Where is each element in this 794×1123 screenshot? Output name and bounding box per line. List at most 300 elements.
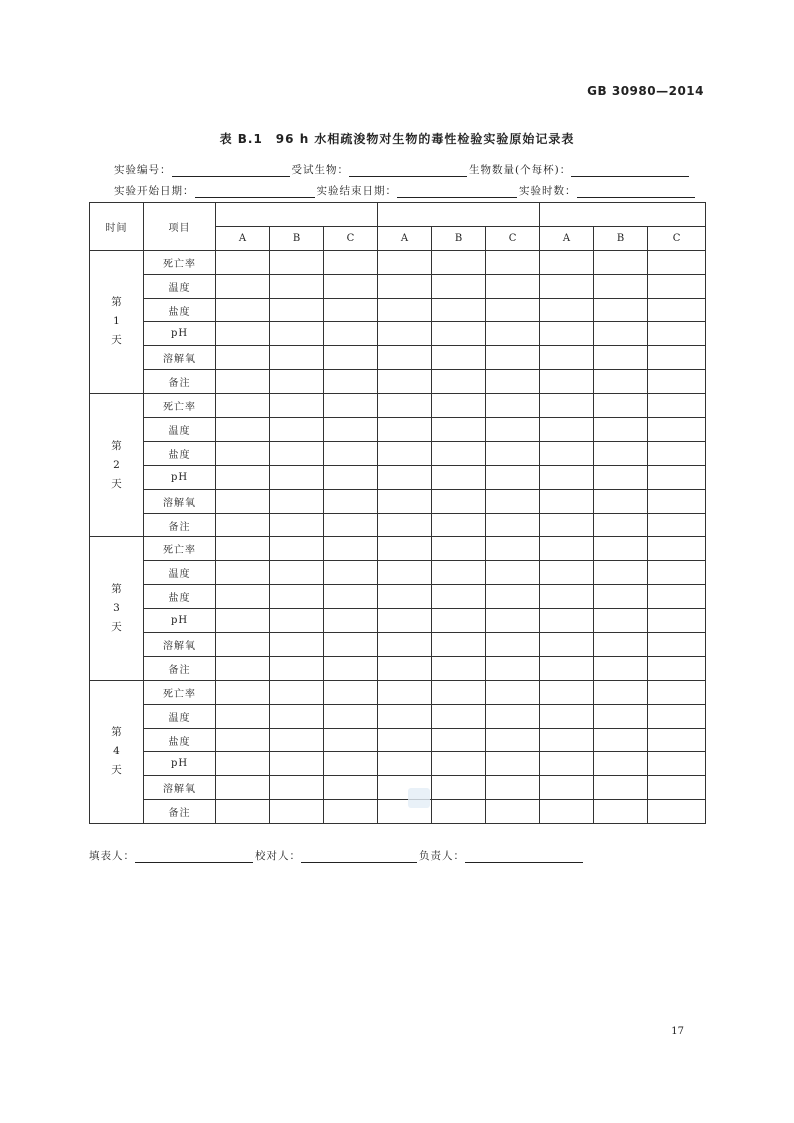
data-entry-cell[interactable] [540,441,594,465]
data-entry-cell[interactable] [594,274,648,298]
day-label-prefix: 第 [111,296,122,309]
data-entry-cell[interactable] [324,513,378,537]
data-entry-cell[interactable] [216,322,270,346]
data-entry-cell[interactable] [540,322,594,346]
data-entry-cell[interactable] [378,250,432,274]
start-date-field[interactable] [195,185,315,198]
data-entry-cell[interactable] [594,465,648,489]
data-entry-cell[interactable] [648,680,706,704]
table-row [90,704,706,728]
data-entry-cell[interactable] [270,680,324,704]
data-entry-cell[interactable] [540,609,594,633]
data-entry-cell[interactable] [648,322,706,346]
day-label-cell [90,680,144,823]
data-entry-cell[interactable] [378,394,432,418]
data-entry-cell[interactable] [270,752,324,776]
day-label-num: 3 [113,602,120,615]
data-entry-cell[interactable] [378,585,432,609]
data-entry-cell[interactable] [432,274,486,298]
data-entry-cell[interactable] [594,322,648,346]
data-entry-cell[interactable] [486,465,540,489]
data-entry-cell[interactable] [594,250,648,274]
data-entry-cell[interactable] [540,298,594,322]
data-entry-cell[interactable] [594,298,648,322]
data-entry-cell[interactable] [378,728,432,752]
data-entry-cell[interactable] [270,609,324,633]
day-label-suffix: 天 [111,477,122,490]
data-entry-cell[interactable] [378,441,432,465]
data-entry-cell[interactable] [432,704,486,728]
data-entry-cell[interactable] [432,322,486,346]
data-entry-cell[interactable] [378,537,432,561]
data-entry-cell[interactable] [540,752,594,776]
data-entry-cell[interactable] [594,346,648,370]
data-entry-cell[interactable] [216,370,270,394]
data-entry-cell[interactable] [324,298,378,322]
data-entry-cell[interactable] [486,274,540,298]
data-entry-cell[interactable] [594,656,648,680]
field-row-1 [114,162,691,177]
data-entry-cell[interactable] [216,656,270,680]
data-entry-cell[interactable] [540,561,594,585]
table-row [90,800,706,824]
data-entry-cell[interactable] [648,394,706,418]
data-entry-cell[interactable] [216,250,270,274]
data-entry-cell[interactable] [378,322,432,346]
data-entry-cell[interactable] [648,561,706,585]
data-entry-cell[interactable] [486,513,540,537]
data-entry-cell[interactable] [486,656,540,680]
data-entry-cell[interactable] [486,728,540,752]
data-entry-cell[interactable] [648,704,706,728]
data-entry-cell[interactable] [432,418,486,442]
data-entry-cell[interactable] [324,585,378,609]
item-label-cell: 死亡率 [144,250,216,274]
day-label-suffix: 天 [111,621,122,634]
data-entry-cell[interactable] [432,250,486,274]
table-row [90,680,706,704]
data-entry-cell[interactable] [648,441,706,465]
checker-label: 校对人： [255,850,301,862]
data-entry-cell[interactable] [216,274,270,298]
data-entry-cell[interactable] [216,704,270,728]
exp-number-field[interactable] [172,164,290,177]
data-entry-cell[interactable] [486,489,540,513]
data-entry-cell[interactable] [594,585,648,609]
data-entry-cell[interactable] [486,298,540,322]
data-entry-cell[interactable] [378,752,432,776]
data-entry-cell[interactable] [270,776,324,800]
data-entry-cell[interactable] [486,441,540,465]
data-entry-cell[interactable] [432,633,486,657]
data-entry-cell[interactable] [324,800,378,824]
data-entry-cell[interactable] [648,656,706,680]
data-entry-cell[interactable] [594,489,648,513]
data-entry-cell[interactable] [594,561,648,585]
data-entry-cell[interactable] [486,609,540,633]
test-organism-label: 受试生物： [291,164,349,176]
sub-column-header: A [540,226,594,250]
data-entry-cell[interactable] [216,346,270,370]
data-entry-cell[interactable] [432,656,486,680]
item-label-cell: 死亡率 [144,394,216,418]
data-entry-cell[interactable] [432,298,486,322]
data-entry-cell[interactable] [540,274,594,298]
data-entry-cell[interactable] [378,370,432,394]
data-entry-cell[interactable] [648,489,706,513]
data-entry-cell[interactable] [648,346,706,370]
item-label-cell: pH [144,752,216,776]
data-entry-cell[interactable] [216,585,270,609]
data-entry-cell[interactable] [540,633,594,657]
table-row [90,250,706,274]
data-entry-cell[interactable] [216,728,270,752]
data-entry-cell[interactable] [648,776,706,800]
data-entry-cell[interactable] [648,633,706,657]
data-entry-cell[interactable] [540,800,594,824]
data-entry-cell[interactable] [324,633,378,657]
data-entry-cell[interactable] [648,250,706,274]
data-entry-cell[interactable] [324,250,378,274]
header-time: 时间 [90,203,144,251]
data-entry-cell[interactable] [648,728,706,752]
table-row [90,585,706,609]
data-entry-cell[interactable] [378,298,432,322]
data-entry-cell[interactable] [486,322,540,346]
data-entry-cell[interactable] [432,585,486,609]
data-entry-cell[interactable] [216,489,270,513]
data-entry-cell[interactable] [324,680,378,704]
data-entry-cell[interactable] [216,561,270,585]
day-label-num: 2 [113,458,120,471]
sub-column-header: A [216,226,270,250]
data-entry-cell[interactable] [648,370,706,394]
item-label-cell: 备注 [144,656,216,680]
data-entry-cell[interactable] [216,394,270,418]
item-label-cell: 备注 [144,513,216,537]
data-entry-cell[interactable] [540,537,594,561]
data-entry-cell[interactable] [378,465,432,489]
data-entry-cell[interactable] [270,561,324,585]
data-entry-cell[interactable] [486,561,540,585]
data-entry-cell[interactable] [540,489,594,513]
data-entry-cell[interactable] [648,585,706,609]
data-entry-cell[interactable] [270,370,324,394]
data-entry-cell[interactable] [324,537,378,561]
sub-column-header: C [648,226,706,250]
table-row [90,489,706,513]
data-entry-cell[interactable] [594,418,648,442]
data-entry-cell[interactable] [594,609,648,633]
item-label-cell: 温度 [144,418,216,442]
data-entry-cell[interactable] [216,441,270,465]
data-entry-cell[interactable] [432,489,486,513]
data-entry-cell[interactable] [270,346,324,370]
data-entry-cell[interactable] [324,728,378,752]
data-entry-cell[interactable] [594,776,648,800]
item-label-cell: 盐度 [144,298,216,322]
data-entry-cell[interactable] [216,513,270,537]
data-entry-cell[interactable] [216,465,270,489]
data-entry-cell[interactable] [486,537,540,561]
data-entry-cell[interactable] [324,752,378,776]
day-label-num: 4 [113,745,120,758]
data-entry-cell[interactable] [648,418,706,442]
day-label-suffix: 天 [111,334,122,347]
data-entry-cell[interactable] [540,776,594,800]
data-entry-cell[interactable] [324,346,378,370]
data-entry-cell[interactable] [486,370,540,394]
data-entry-cell[interactable] [378,513,432,537]
data-entry-cell[interactable] [270,250,324,274]
day-label-cell [90,250,144,393]
data-entry-cell[interactable] [432,537,486,561]
data-entry-cell[interactable] [216,800,270,824]
item-label-cell: 溶解氧 [144,633,216,657]
data-entry-cell[interactable] [270,656,324,680]
data-entry-cell[interactable] [594,704,648,728]
data-entry-cell[interactable] [270,274,324,298]
data-entry-cell[interactable] [324,776,378,800]
data-entry-cell[interactable] [432,728,486,752]
data-entry-cell[interactable] [378,346,432,370]
day-label-num: 1 [113,315,120,328]
data-entry-cell[interactable] [216,752,270,776]
data-entry-cell[interactable] [432,441,486,465]
record-table [89,202,706,824]
data-entry-cell[interactable] [540,704,594,728]
data-entry-cell[interactable] [540,346,594,370]
table-body [90,250,706,823]
item-label-cell: 盐度 [144,441,216,465]
item-label-cell: 备注 [144,800,216,824]
data-entry-cell[interactable] [378,704,432,728]
data-entry-cell[interactable] [324,418,378,442]
day-label-prefix: 第 [111,439,122,452]
data-entry-cell[interactable] [324,441,378,465]
table-title: 表 B.1 96 h 水相疏浚物对生物的毒性检验实验原始记录表 [219,132,575,146]
field-row-2 [114,183,697,198]
data-entry-cell[interactable] [486,633,540,657]
data-entry-cell[interactable] [324,394,378,418]
data-entry-cell[interactable] [432,752,486,776]
duration-label: 实验时数： [519,185,577,197]
data-entry-cell[interactable] [486,585,540,609]
table-row [90,561,706,585]
item-label-cell: 温度 [144,704,216,728]
exp-number-label: 实验编号： [114,164,172,176]
organism-count-field[interactable] [571,164,689,177]
data-entry-cell[interactable] [594,633,648,657]
data-entry-cell[interactable] [432,370,486,394]
data-entry-cell[interactable] [648,274,706,298]
data-entry-cell[interactable] [648,800,706,824]
data-entry-cell[interactable] [594,441,648,465]
data-entry-cell[interactable] [540,513,594,537]
data-entry-cell[interactable] [486,752,540,776]
data-entry-cell[interactable] [432,776,486,800]
data-entry-cell[interactable] [324,274,378,298]
day-label-suffix: 天 [111,764,122,777]
data-entry-cell[interactable] [216,680,270,704]
data-entry-cell[interactable] [486,800,540,824]
data-entry-cell[interactable] [594,370,648,394]
data-entry-cell[interactable] [540,728,594,752]
data-entry-cell[interactable] [324,322,378,346]
item-label-cell: 盐度 [144,585,216,609]
data-entry-cell[interactable] [594,752,648,776]
data-entry-cell[interactable] [432,609,486,633]
table-row [90,728,706,752]
data-entry-cell[interactable] [648,609,706,633]
data-entry-cell[interactable] [216,298,270,322]
data-entry-cell[interactable] [486,680,540,704]
data-entry-cell[interactable] [594,680,648,704]
day-label-prefix: 第 [111,583,122,596]
data-entry-cell[interactable] [216,776,270,800]
table-row [90,394,706,418]
sub-column-header: C [486,226,540,250]
data-entry-cell[interactable] [648,537,706,561]
data-entry-cell[interactable] [540,370,594,394]
item-label-cell: 死亡率 [144,537,216,561]
test-organism-field[interactable] [349,164,467,177]
start-date-label: 实验开始日期： [114,185,195,197]
end-date-label: 实验结束日期： [316,185,397,197]
table-row [90,776,706,800]
data-entry-cell[interactable] [270,489,324,513]
data-entry-cell[interactable] [378,656,432,680]
data-entry-cell[interactable] [594,728,648,752]
data-entry-cell[interactable] [594,394,648,418]
group-header-cell[interactable] [216,203,378,227]
table-row [90,633,706,657]
item-label-cell: pH [144,322,216,346]
end-date-field[interactable] [397,185,517,198]
item-label-cell: 温度 [144,274,216,298]
data-entry-cell[interactable] [270,728,324,752]
data-entry-cell[interactable] [432,561,486,585]
data-entry-cell[interactable] [378,633,432,657]
data-entry-cell[interactable] [378,680,432,704]
data-entry-cell[interactable] [270,465,324,489]
group-header-cell[interactable] [378,203,540,227]
data-entry-cell[interactable] [324,561,378,585]
data-entry-cell[interactable] [270,513,324,537]
data-entry-cell[interactable] [270,585,324,609]
duration-field[interactable] [577,185,695,198]
table-row [90,537,706,561]
data-entry-cell[interactable] [648,513,706,537]
data-entry-cell[interactable] [324,465,378,489]
table-row [90,441,706,465]
data-entry-cell[interactable] [270,298,324,322]
data-entry-cell[interactable] [324,489,378,513]
data-entry-cell[interactable] [378,418,432,442]
day-label-cell [90,537,144,680]
item-label-cell: pH [144,465,216,489]
data-entry-cell[interactable] [540,465,594,489]
data-entry-cell[interactable] [270,322,324,346]
data-entry-cell[interactable] [216,609,270,633]
data-entry-cell[interactable] [378,274,432,298]
table-row [90,609,706,633]
data-entry-cell[interactable] [486,776,540,800]
data-entry-cell[interactable] [216,537,270,561]
data-entry-cell[interactable] [378,489,432,513]
filler-field[interactable] [135,850,253,863]
filler-label: 填表人： [89,850,135,862]
data-entry-cell[interactable] [486,394,540,418]
responsible-field[interactable] [465,850,583,863]
data-entry-cell[interactable] [486,418,540,442]
item-label-cell: 温度 [144,561,216,585]
sub-column-header: B [594,226,648,250]
data-entry-cell[interactable] [378,561,432,585]
sub-column-header: B [270,226,324,250]
data-entry-cell[interactable] [540,680,594,704]
data-entry-cell[interactable] [648,298,706,322]
data-entry-cell[interactable] [486,250,540,274]
data-entry-cell[interactable] [270,633,324,657]
data-entry-cell[interactable] [486,704,540,728]
data-entry-cell[interactable] [594,513,648,537]
data-entry-cell[interactable] [540,418,594,442]
data-entry-cell[interactable] [216,633,270,657]
table-row [90,322,706,346]
data-entry-cell[interactable] [324,609,378,633]
data-entry-cell[interactable] [486,346,540,370]
data-entry-cell[interactable] [432,800,486,824]
data-entry-cell[interactable] [378,609,432,633]
data-entry-cell[interactable] [432,680,486,704]
data-entry-cell[interactable] [432,513,486,537]
table-row [90,298,706,322]
day-label-cell [90,394,144,537]
data-entry-cell[interactable] [540,394,594,418]
data-entry-cell[interactable] [594,800,648,824]
responsible-label: 负责人： [419,850,465,862]
sub-column-header: C [324,226,378,250]
data-entry-cell[interactable] [648,465,706,489]
data-entry-cell[interactable] [540,250,594,274]
data-entry-cell[interactable] [270,418,324,442]
data-entry-cell[interactable] [432,394,486,418]
data-entry-cell[interactable] [270,394,324,418]
data-entry-cell[interactable] [270,537,324,561]
data-entry-cell[interactable] [270,441,324,465]
page-number: 17 [671,1026,684,1037]
data-entry-cell[interactable] [216,418,270,442]
item-label-cell: 备注 [144,370,216,394]
data-entry-cell[interactable] [270,704,324,728]
item-label-cell: 死亡率 [144,680,216,704]
item-label-cell: 溶解氧 [144,346,216,370]
checker-field[interactable] [301,850,417,863]
group-header-cell[interactable] [540,203,706,227]
data-entry-cell[interactable] [540,585,594,609]
data-entry-cell[interactable] [594,537,648,561]
data-entry-cell[interactable] [540,656,594,680]
standard-code: GB 30980—2014 [587,84,704,98]
data-entry-cell[interactable] [270,800,324,824]
data-entry-cell[interactable] [432,346,486,370]
data-entry-cell[interactable] [324,656,378,680]
data-entry-cell[interactable] [648,752,706,776]
data-entry-cell[interactable] [324,704,378,728]
data-entry-cell[interactable] [324,370,378,394]
data-entry-cell[interactable] [432,465,486,489]
